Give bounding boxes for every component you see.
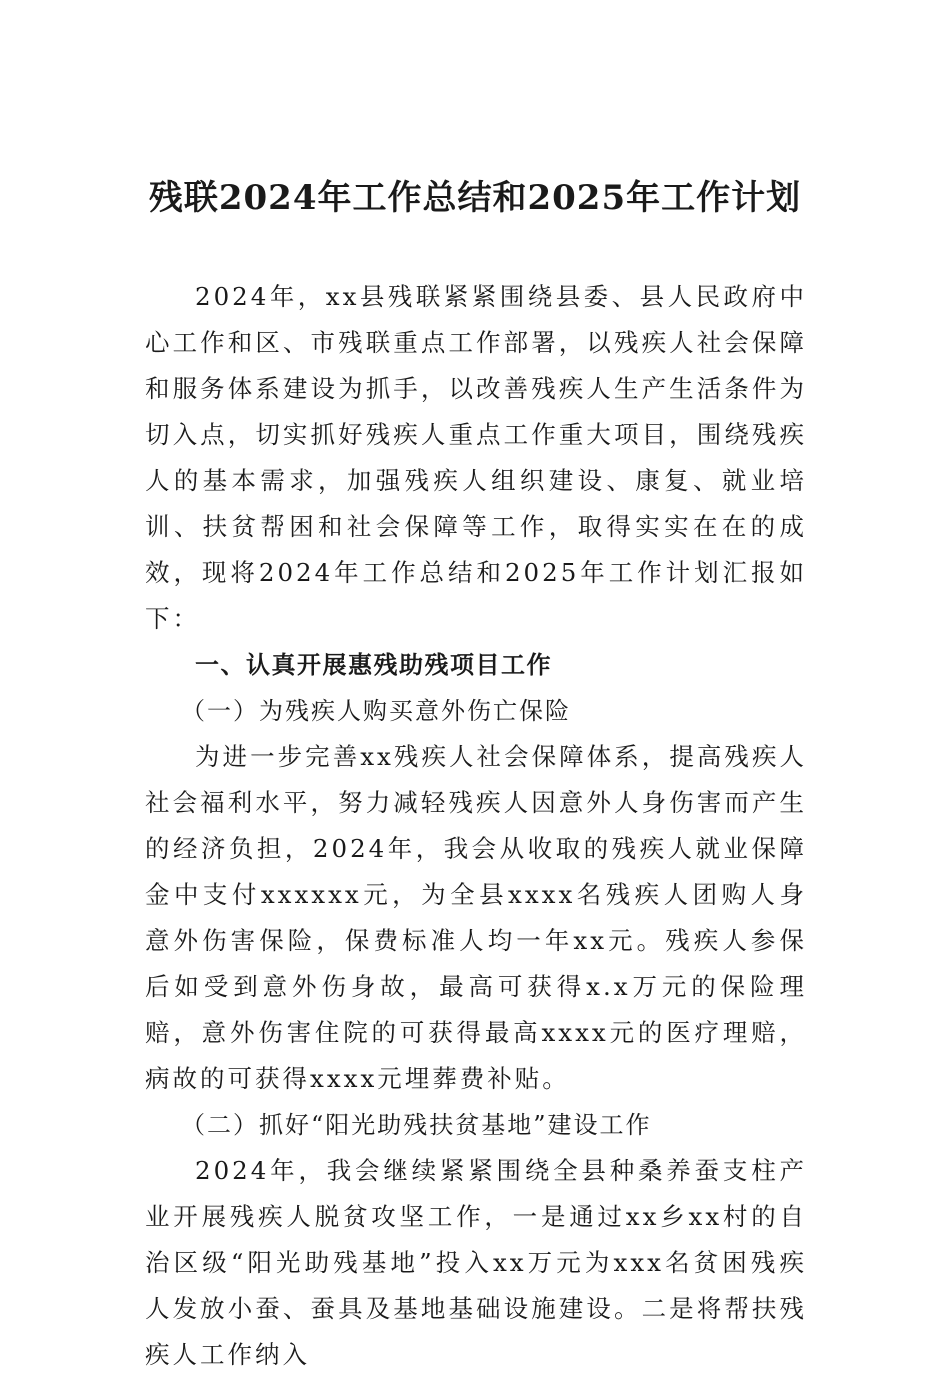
subsection-2-paragraph: 2024年，我会继续紧紧围绕全县种桑养蚕支柱产业开展残疾人脱贫攻坚工作，一是通过xx乡xx村的自治区级“阳光助残基地”投入xx万元为xxx名贫困残疾人发放小蚕、蚕具及基地基础设施建设。二是将帮扶残疾人工作纳入: [145, 1156, 807, 1369]
subsection-2-heading: （二）抓好“阳光助残扶贫基地”建设工作: [181, 1111, 652, 1139]
intro-paragraph: 2024年，xx县残联紧紧围绕县委、县人民政府中心工作和区、市残联重点工作部署，以残疾人社会保障和服务体系建设为抓手，以改善残疾人生产生活条件为切入点，切实抓好残疾人重点工作重大项目，围绕残疾人的基本需求，加强残疾人组织建设、康复、就业培训、扶贫帮困和社会保障等工作，取得实实在在的成效，现将2024年工作总结和2025年工作计划汇报如下：: [145, 282, 807, 633]
subsection-1-heading: （一）为残疾人购买意外伤亡保险: [181, 697, 571, 725]
document-body: [145, 274, 807, 1378]
document-title: 残联2024年工作总结和2025年工作计划: [148, 178, 802, 218]
section-1-heading: 一、认真开展惠残助残项目工作: [195, 651, 552, 679]
subsection-1-paragraph: 为进一步完善xx残疾人社会保障体系，提高残疾人社会福利水平，努力减轻残疾人因意外人身伤害而产生的经济负担，2024年，我会从收取的残疾人就业保障金中支付xxxxxx元，为全县xxxx名残疾人团购人身意外伤害保险，保费标准人均一年xx元。残疾人参保后如受到意外伤身故，最高可获得x.x万元的保险理赔，意外伤害住院的可获得最高xxxx元的医疗理赔，病故的可获得xxxx元埋葬费补贴。: [145, 742, 807, 1093]
